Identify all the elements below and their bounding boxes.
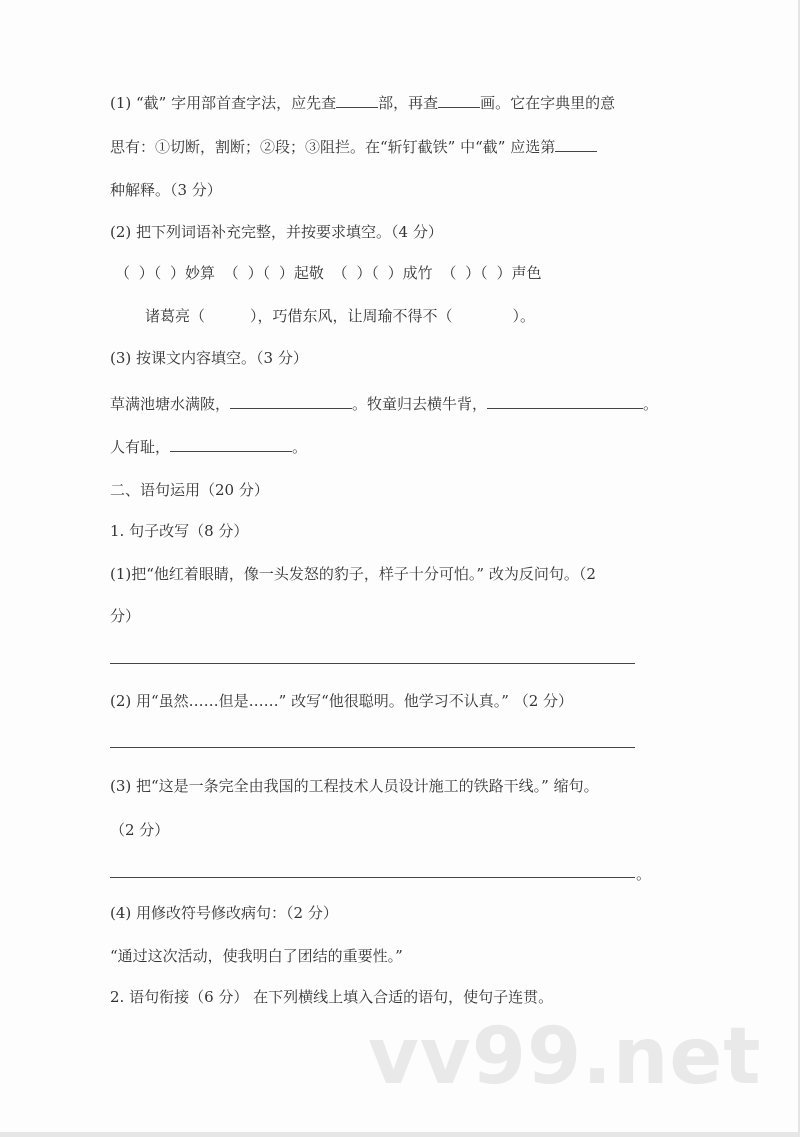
answer-line[interactable] [110,747,635,748]
answer-blank[interactable] [555,137,597,152]
q1-line1 [110,93,615,113]
answer-blank[interactable] [438,93,480,108]
q2-sentence: 诸葛亮（ ），巧借东风，让周瑜不得不（ ）。 [145,307,536,325]
s1-q3-period: 。 [636,865,652,883]
text: (1) “截” 字用部首查字法，应先查 [110,94,337,112]
s1-q4-sentence: “通过这次活动，使我明白了团结的重要性。” [110,947,403,965]
page-edge-bottom [0,1132,800,1137]
text: 人有耻， [110,438,171,456]
answer-blank[interactable] [487,394,643,409]
section2-title: 二、语句运用（20 分） [110,481,269,499]
text: 思有：①切断，割断；②段；③阻拦。在“斩钉截铁” 中“截” 应选第 [110,138,556,156]
s1-q1-line1: (1)把“他红着眼睛，像一头发怒的豹子，样子十分可怕。” 改为反问句。（2 [110,565,596,583]
s2-title: 2. 语句衔接（6 分） 在下列横线上填入合适的语句，使句子连贯。 [110,988,554,1006]
q3-title: (3) 按课文内容填空。（3 分） [110,349,308,367]
s1-q1-line2: 分） [110,607,141,625]
q3-line2 [110,437,307,457]
answer-line[interactable] [110,877,635,878]
q3-line1 [110,394,658,414]
s1-q3-line2: （2 分） [110,821,170,839]
text: 草满池塘水满陂， [110,395,231,413]
s1-title: 1. 句子改写（8 分） [110,522,249,540]
s1-q2: (2) 用“虽然……但是……” 改写“他很聪明。他学习不认真。” （2 分） [110,692,574,710]
q1-line2 [110,137,597,157]
answer-blank[interactable] [230,394,352,409]
text: 部，再查 [378,94,439,112]
text: 。 [643,395,659,413]
text: 。牧童归去横牛背， [352,395,488,413]
s1-q4: (4) 用修改符号修改病句：（2 分） [110,904,338,922]
answer-blank[interactable] [170,437,292,452]
q1-line3: 种解释。（3 分） [110,181,222,199]
text: 画。它在字典里的意 [480,94,616,112]
q2-words: （ ）（ ）妙算 （ ）（ ）起敬 （ ）（ ）成竹 （ ）（ ）声色 [115,264,542,282]
watermark: vv99.net [368,1012,762,1102]
s1-q3-line1: (3) 把“这是一条完全由我国的工程技术人员设计施工的铁路干线。” 缩句。 [110,777,599,795]
text: 。 [292,438,308,456]
q2-title: (2) 把下列词语补充完整，并按要求填空。（4 分） [110,223,443,241]
answer-blank[interactable] [336,93,378,108]
answer-line[interactable] [110,663,635,664]
